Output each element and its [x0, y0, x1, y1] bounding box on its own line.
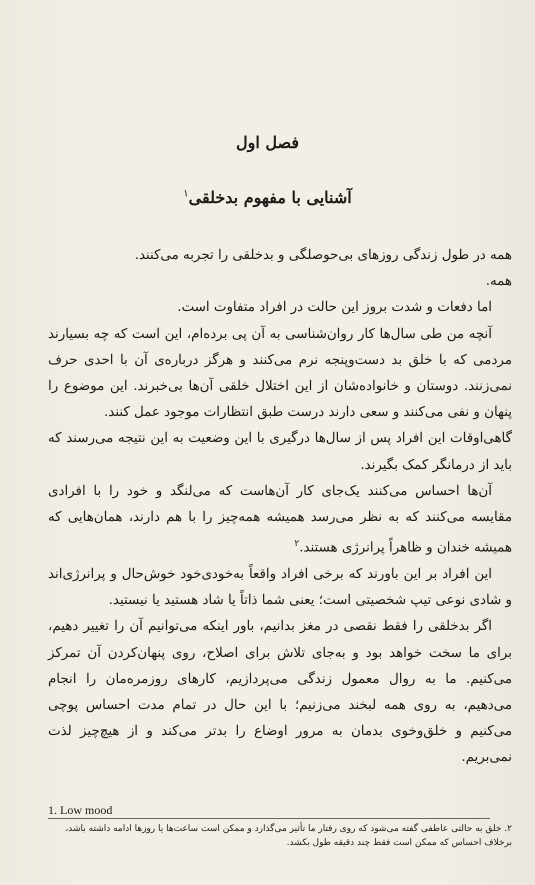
footnote-ref-2: ۲ — [294, 539, 300, 550]
paragraph-4: آنچه من طی سال‌ها کار روان‌شناسی به آن پی بردەام، این است که چه بسیارند مردمی که با خلق بد دست‌وپنجه نرم می‌کنند و هرگز درباره‌ی آن با احدی حرف نمی‌زنند. دوستان و خانواده‌شان از این اختلال خلقی آن‌ها بی‌خبرند. این موضوع را پنهان و نفی می‌کنند و سعی دارند درست طبق انتظارات موجود عمل کنند. — [48, 326, 512, 421]
paragraph-5: گاهی‌اوقات این افراد پس از سال‌ها درگیری با این وضعیت به این نتیجه می‌رسند که باید از درمانگر کمک بگیرند. — [48, 431, 512, 473]
paragraph-6-wrap — [48, 479, 512, 562]
footnote-2: ۲. خلق به حالتی عاطفی گفته می‌شود که روی رفتار ما تأثیر می‌گذارد و ممکن است ساعت‌ها یا روزها ادامه داشته باشد، برخلاف احساس که ممکن است فقط چند دقیقه طول بکشد. — [65, 824, 512, 848]
body-text — [48, 243, 512, 772]
footnote-ref-1: ۱ — [183, 188, 189, 200]
section-title: آشنایی با مفهوم بدخلقی — [188, 188, 352, 207]
footnote-divider — [48, 818, 490, 819]
paragraph-1: همه در طول زندگی روزهای بی‌حوصلگی و بدخلقی را تجربه می‌کنند. — [134, 248, 512, 263]
footnote-1: 1. Low mood — [48, 803, 113, 817]
paragraph-2: همه. — [485, 274, 512, 290]
section-title-wrap — [0, 188, 535, 207]
paragraph-7: این افراد بر این باورند که برخی افراد واقعاً به‌خودی‌خود خوش‌حال و پرانرژی‌اند و شادی نوعی تیپ شخصیتی است؛ یعنی شما ذاتاً یا شاد هستید یا نیستید. — [48, 566, 512, 609]
paragraph-8: اگر بدخلقی را فقط نقصی در مغز بدانیم، باور اینکه می‌توانیم آن را تغییر دهیم، برای ما سخت خواهد بود و به‌جای تلاش برای اصلاح، روی پنهان‌کردن آن تمرکز می‌کنیم. ما به روال معمول زندگی می‌پردازیم، کارهای روزمره‌مان را انجام می‌دهیم، به روی همه لبخند می‌زنیم؛ با این حال در تمام مدت احساس پوچی می‌کنیم و خلق‌وخوی بدمان به مرور اوضاع را بدتر می‌کند و از هیچ‌چیز لذت نمی‌بریم. — [48, 619, 512, 766]
paragraph-6: آن‌ها احساس می‌کنند یک‌جای کار آن‌هاست که می‌لنگد و خود را با افرادی مقایسه می‌کنند که به نظر می‌رسد همیشه همه‌چیز را با هم دارند، همان‌هایی که همیشه خندان و ظاهراً پرانرژی هستند. — [48, 483, 512, 556]
paragraph-3: اما دفعات و شدت بروز این حالت در افراد متفاوت است. — [177, 300, 492, 316]
chapter-heading: فصل اول — [235, 133, 299, 152]
